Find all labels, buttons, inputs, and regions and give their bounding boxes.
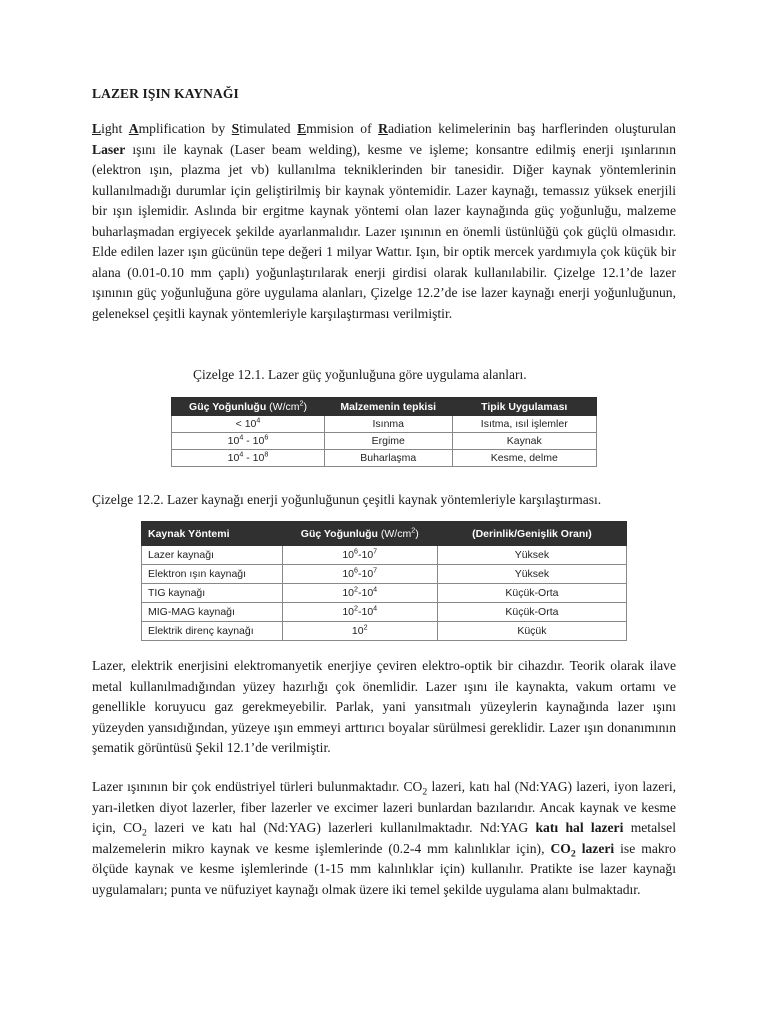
welding-method-cell: Elektron ışın kaynağı [142, 565, 283, 584]
table-row [142, 565, 627, 584]
material-response-cell: Ergime [325, 433, 453, 450]
laser-keyword: Laser [92, 141, 126, 157]
material-response-cell: Isınma [325, 416, 453, 433]
table1-caption: Çizelge 12.1. Lazer güç yoğunluğuna göre uygulama alanları. [193, 367, 527, 382]
intro-paragraph [92, 119, 676, 324]
power-density-cell: $10^4 - 10^8$ [172, 450, 325, 467]
power-density-table [171, 397, 597, 467]
word: by [211, 121, 226, 136]
co2-laser-keyword: $CO_2$ lazeri [550, 840, 615, 860]
acronym-word-rest: mmision [306, 121, 354, 136]
paragraph-text: ışını ile kaynak (Laser beam welding), kesme ve işleme; konsantre edilmiş enerji ışınlarının (elektron ışın, plazma jet vb) kullanılma tekniklerinden bir tanesidir. Diğer kaynak yöntemlerinin kullanılmadığı durumlar için geliştirilmiş bir kaynak yöntemidir. Lazer kaynağı, temassız yüksek enerjili bir ışın işlemidir. Aslında bir ergitme kaynak yöntemi olan lazer kaynağında güç yoğunluğu, malzeme buharlaşmadan ergiyecek şekilde ayarlanmalıdır. Lazer ışınının en önemli üstünlüğü çok güçlü olmasıdır. Elde edilen lazer ışın gücünün tepe değeri 1 milyar Wattır. Işın, bir optik mercek yardımıyla çok küçük bir alana (0.01-0.10 mm çaplı) yoğunlaştırılarak enerji girdisi olarak kullanılabilir. Çizelge 12.1’de lazer ışınının güç yoğunluğuna göre uygulama alanları, Çizelge 12.2’de ise lazer kaynağı enerji yoğunluğunun, geleneksel çeşitli kaynak yöntemleriyle karşılaştırması verilmiştir. [92, 141, 676, 321]
welding-method-cell: MIG-MAG kaynağı [142, 603, 283, 622]
acronym-word-rest: adiation [387, 121, 432, 136]
paragraph-text: kelimelerinin baş harflerinden oluşturulan [438, 121, 676, 136]
device-paragraph: Lazer, elektrik enerjisini elektromanyetik enerjiye çeviren elektro-optik bir cihazdır. Teorik olarak ilave metal kullanılmadığından yüzey hazırlığı çok önemlidir. Lazer ışını ile kaynakta, vakum ortamı ve genellikle koruyucu gaz gerekmeyebilir. Parlak, yani yansıtmalı yüzeylerin kaynağında lazer ışını yüzeyden yansıdığından, yüzeye ışın emmeyi arttırıcı boyalar sürülmesi gereklidir. Lazer ışın donanımının şematik görüntüsü Şekil 12.1’de verilmiştir. [92, 658, 676, 755]
power-density-cell: $10^6-10^7$ [282, 546, 437, 565]
column-header-power-density: Güç Yoğunluğu $(W/cm^2)$ [172, 398, 325, 416]
column-header-power-density: Güç Yoğunluğu $(W/cm^2)$ [282, 522, 437, 546]
column-header-typical-application: Tipik Uygulaması [452, 398, 597, 416]
table-row [142, 603, 627, 622]
table2-caption: Çizelge 12.2. Lazer kaynağı enerji yoğunluğunun çeşitli kaynak yöntemleriyle karşılaştırması. [92, 492, 602, 507]
power-density-cell: $10^4 - 10^6$ [172, 433, 325, 450]
welding-method-cell: Lazer kaynağı [142, 546, 283, 565]
typical-application-cell: Isıtma, ısıl işlemler [452, 416, 597, 433]
column-header-material-response: Malzemenin tepkisi [325, 398, 453, 416]
welding-method-cell: Elektrik direnç kaynağı [142, 622, 283, 641]
welding-methods-table [141, 521, 627, 641]
depth-width-ratio-cell: Küçük [437, 622, 626, 641]
depth-width-ratio-cell: Yüksek [437, 565, 626, 584]
acronym-word-rest: ight [101, 121, 123, 136]
power-density-cell: $10^2$ [282, 622, 437, 641]
column-header-depth-width-ratio: (Derinlik/Genişlik Oranı) [437, 522, 626, 546]
table-row [142, 546, 627, 565]
acronym-word-rest: mplification [138, 121, 206, 136]
acronym-letter: E [297, 121, 307, 136]
acronym-letter: L [92, 121, 102, 136]
power-density-cell: $10^2-10^4$ [282, 584, 437, 603]
word: of [360, 121, 372, 136]
acronym-word-rest: timulated [239, 121, 291, 136]
table-header-row [172, 398, 597, 416]
depth-width-ratio-cell: Küçük-Orta [437, 584, 626, 603]
welding-method-cell: TIG kaynağı [142, 584, 283, 603]
section-title: LAZER IŞIN KAYNAĞI [92, 86, 239, 101]
typical-application-cell: Kaynak [452, 433, 597, 450]
material-response-cell: Buharlaşma [325, 450, 453, 467]
power-density-cell: < $10^4$ [172, 416, 325, 433]
acronym-letter: A [128, 121, 139, 136]
acronym-letter: R [378, 121, 388, 136]
table-row [172, 433, 597, 450]
laser-types-paragraph: Lazer ışınının bir çok endüstriyel türleri bulunmaktadır. $CO_2$ lazeri, katı hal (Nd:YAG) lazeri, iyon lazeri, yarı-iletken diyot lazerler, fiber lazerler ve excimer lazeri bunlardan bazılarıdır. Ancak kaynak ve kesme için, $CO_2$ lazeri ve katı hal (Nd:YAG) lazerleri kullanılmaktadır. Nd:YAG katı hal lazeri metalsel malzemelerin mikro kaynak ve kesme işlemlerinde (0.2-4 mm kalınlıklar için), $CO_2$ lazeri ise makro ölçüde kaynak ve kesme işlemlerinde (1-15 mm kalınlıklar için) kullanılır. Pratikte ise lazer kaynağı uygulamaları; punta ve nüfuziyet kaynağı olmak üzere iki temel şekilde uygulama alanı bulmaktadır. [92, 779, 676, 897]
depth-width-ratio-cell: Küçük-Orta [437, 603, 626, 622]
power-density-cell: $10^6-10^7$ [282, 565, 437, 584]
table-row [172, 416, 597, 433]
typical-application-cell: Kesme, delme [452, 450, 597, 467]
table-header-row [142, 522, 627, 546]
power-density-cell: $10^2-10^4$ [282, 603, 437, 622]
acronym-letter: S [231, 121, 240, 136]
depth-width-ratio-cell: Yüksek [437, 546, 626, 565]
column-header-welding-method: Kaynak Yöntemi [142, 522, 283, 546]
table-row [172, 450, 597, 467]
solid-state-laser-keyword: katı hal lazeri [535, 820, 624, 835]
table-row [142, 622, 627, 641]
table-row [142, 584, 627, 603]
